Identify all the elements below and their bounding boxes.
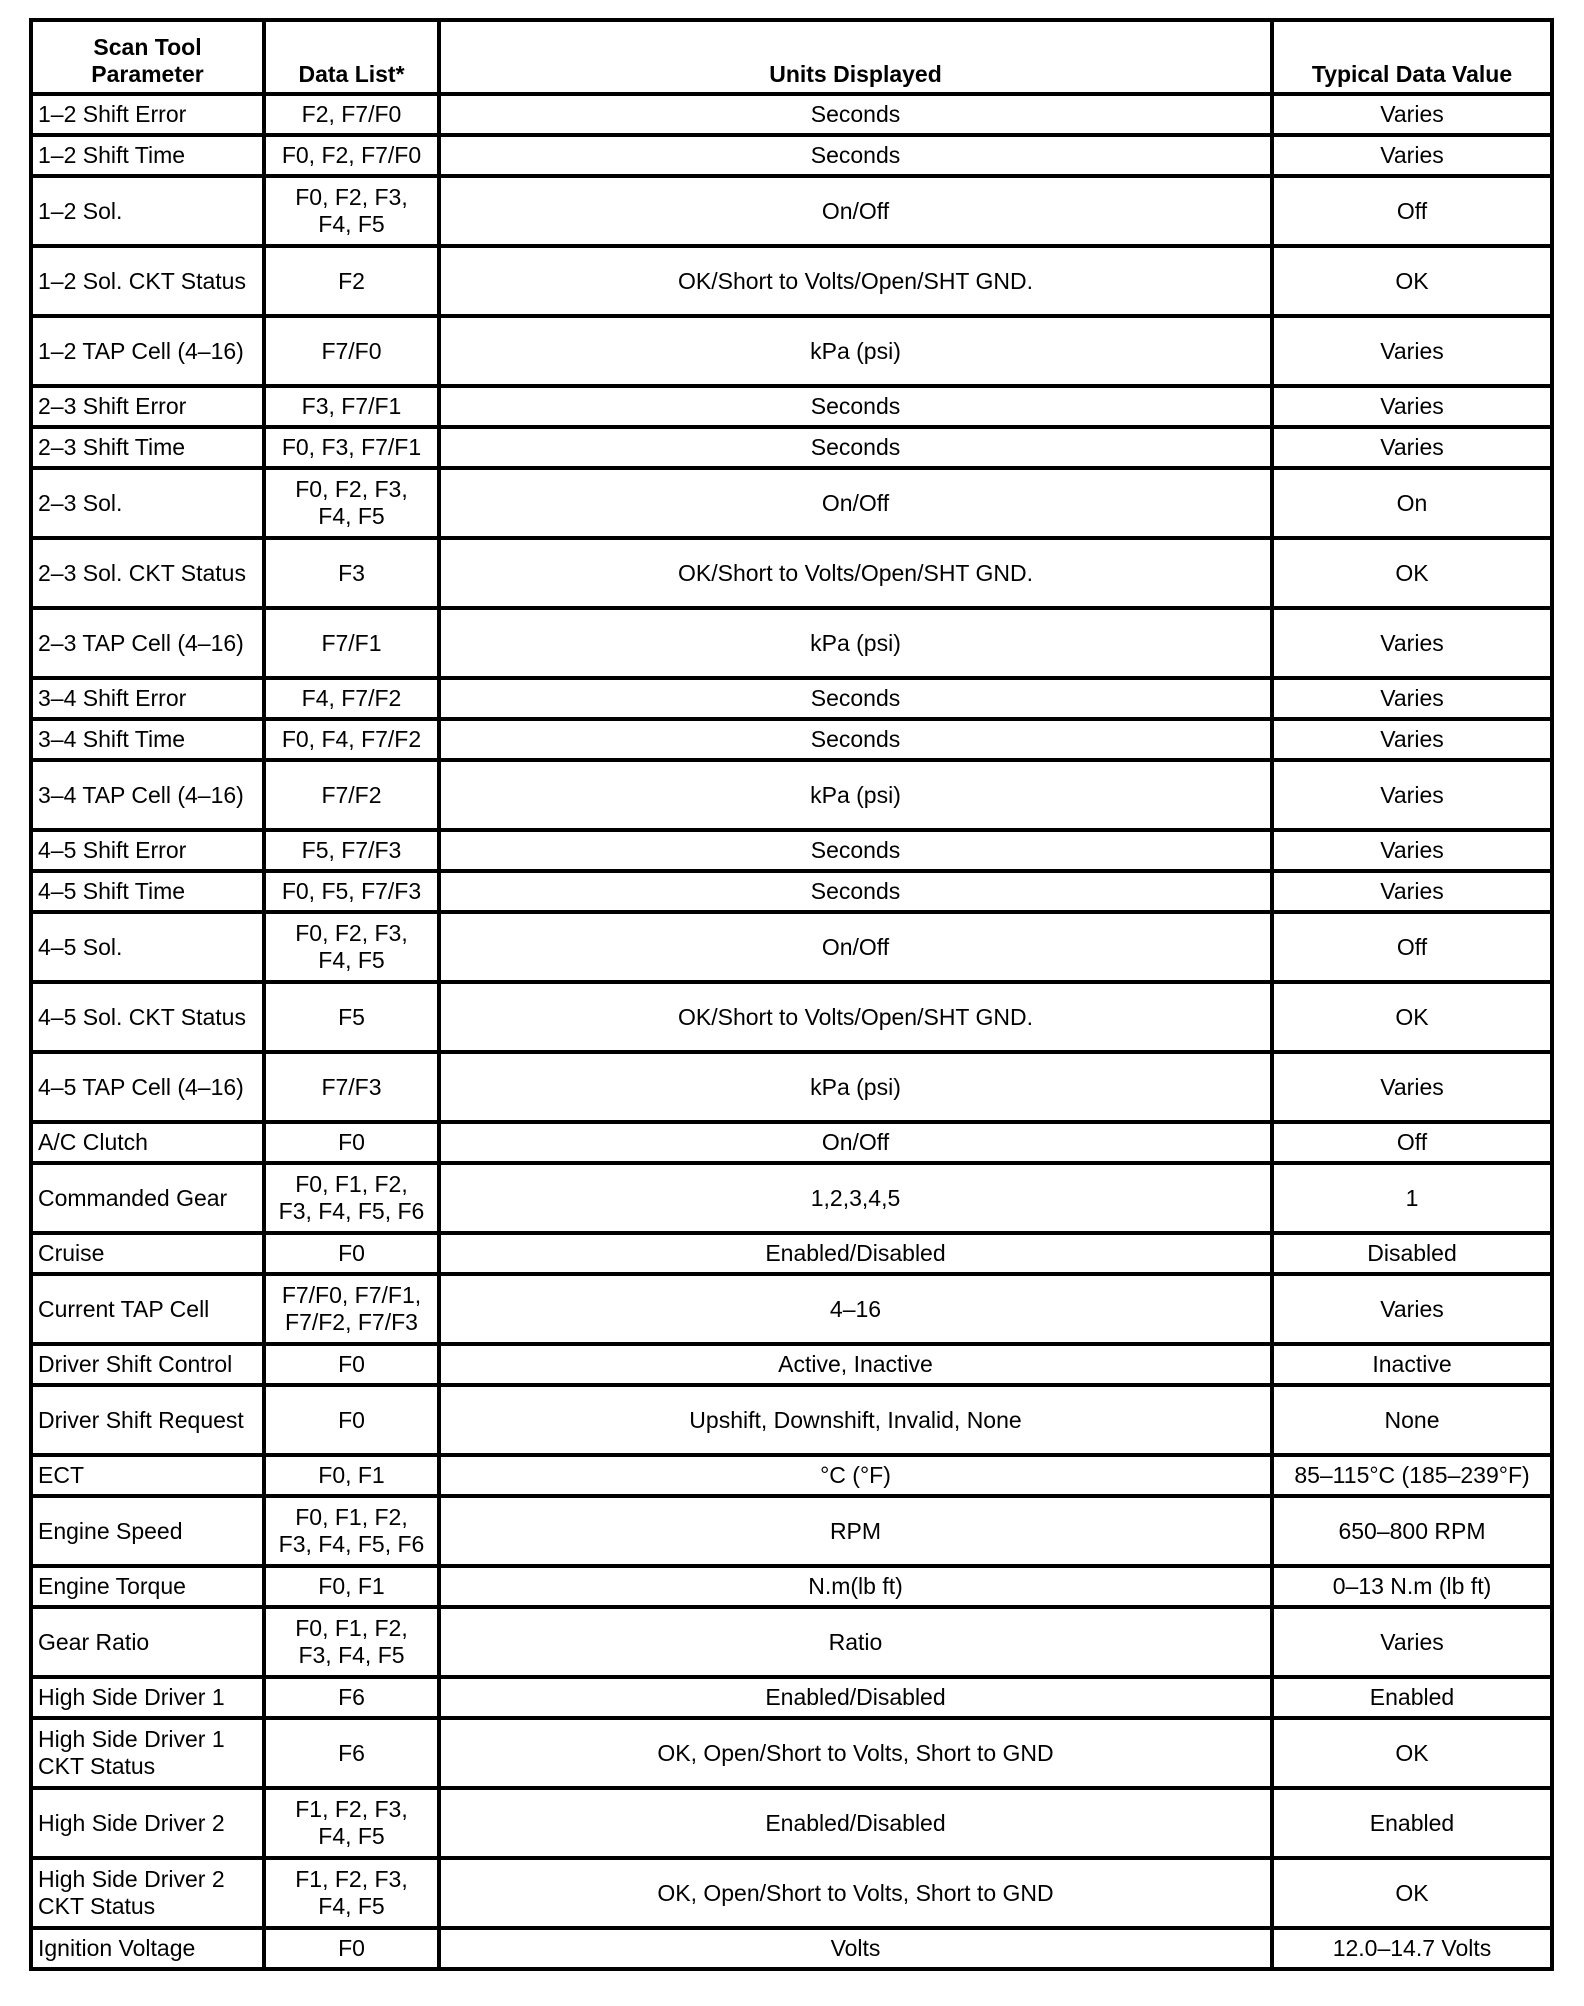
typical-value-cell: Varies (1272, 830, 1552, 871)
parameter-cell: 1–2 Shift Error (31, 94, 264, 135)
typical-value-cell: Varies (1272, 1274, 1552, 1344)
typical-value-cell: Disabled (1272, 1233, 1552, 1274)
table-row (31, 135, 1552, 176)
data-list-cell: F0, F3, F7/F1 (264, 427, 439, 468)
typical-value-cell: Varies (1272, 1052, 1552, 1122)
typical-value-cell: 0–13 N.m (lb ft) (1272, 1566, 1552, 1607)
typical-value-cell: 12.0–14.7 Volts (1272, 1928, 1552, 1969)
data-list-cell: F2 (264, 246, 439, 316)
table-row (31, 1455, 1552, 1496)
units-cell: On/Off (439, 912, 1272, 982)
parameter-cell: 3–4 Shift Error (31, 678, 264, 719)
typical-value-cell: Varies (1272, 608, 1552, 678)
units-cell: OK, Open/Short to Volts, Short to GND (439, 1718, 1272, 1788)
data-list-cell: F0, F1, F2, F3, F4, F5, F6 (264, 1496, 439, 1566)
units-cell: OK/Short to Volts/Open/SHT GND. (439, 982, 1272, 1052)
header-units-displayed: Units Displayed (439, 20, 1272, 94)
parameter-cell: Gear Ratio (31, 1607, 264, 1677)
typical-value-cell: OK (1272, 982, 1552, 1052)
units-cell: Enabled/Disabled (439, 1233, 1272, 1274)
parameter-cell: 4–5 Shift Time (31, 871, 264, 912)
table-row (31, 1163, 1552, 1233)
units-cell: Seconds (439, 830, 1272, 871)
parameter-cell: 2–3 Sol. (31, 468, 264, 538)
data-list-cell: F3, F7/F1 (264, 386, 439, 427)
typical-value-cell: OK (1272, 538, 1552, 608)
table-row (31, 1233, 1552, 1274)
units-cell: kPa (psi) (439, 608, 1272, 678)
table-row (31, 608, 1552, 678)
table-row (31, 1122, 1552, 1163)
data-list-cell: F0, F1, F2, F3, F4, F5 (264, 1607, 439, 1677)
typical-value-cell: 85–115°C (185–239°F) (1272, 1455, 1552, 1496)
typical-value-cell: Enabled (1272, 1677, 1552, 1718)
units-cell: Enabled/Disabled (439, 1788, 1272, 1858)
data-list-cell: F7/F3 (264, 1052, 439, 1122)
data-list-cell: F0 (264, 1928, 439, 1969)
parameter-cell: 1–2 Sol. (31, 176, 264, 246)
parameter-cell: High Side Driver 1 (31, 1677, 264, 1718)
units-cell: kPa (psi) (439, 1052, 1272, 1122)
data-list-cell: F4, F7/F2 (264, 678, 439, 719)
units-cell: kPa (psi) (439, 316, 1272, 386)
typical-value-cell: Off (1272, 176, 1552, 246)
data-list-cell: F7/F1 (264, 608, 439, 678)
data-list-cell: F5 (264, 982, 439, 1052)
units-cell: OK/Short to Volts/Open/SHT GND. (439, 538, 1272, 608)
units-cell: OK, Open/Short to Volts, Short to GND (439, 1858, 1272, 1928)
data-list-cell: F0, F1, F2, F3, F4, F5, F6 (264, 1163, 439, 1233)
data-list-cell: F0, F1 (264, 1455, 439, 1496)
units-cell: kPa (psi) (439, 760, 1272, 830)
typical-value-cell: Varies (1272, 760, 1552, 830)
typical-value-cell: Varies (1272, 316, 1552, 386)
table-row (31, 1858, 1552, 1928)
table-row (31, 386, 1552, 427)
table-row (31, 912, 1552, 982)
data-list-cell: F0, F2, F3, F4, F5 (264, 468, 439, 538)
data-list-cell: F3 (264, 538, 439, 608)
data-list-cell: F0, F4, F7/F2 (264, 719, 439, 760)
typical-value-cell: Varies (1272, 427, 1552, 468)
parameter-cell: 2–3 Shift Time (31, 427, 264, 468)
units-cell: Seconds (439, 427, 1272, 468)
units-cell: Enabled/Disabled (439, 1677, 1272, 1718)
table-row (31, 760, 1552, 830)
table-row (31, 1566, 1552, 1607)
header-typical-data-value: Typical Data Value (1272, 20, 1552, 94)
units-cell: 4–16 (439, 1274, 1272, 1344)
table-row (31, 176, 1552, 246)
table-row (31, 678, 1552, 719)
parameter-cell: ECT (31, 1455, 264, 1496)
units-cell: On/Off (439, 468, 1272, 538)
units-cell: On/Off (439, 176, 1272, 246)
table-row (31, 538, 1552, 608)
parameter-cell: A/C Clutch (31, 1122, 264, 1163)
table-row (31, 871, 1552, 912)
parameter-cell: 4–5 Shift Error (31, 830, 264, 871)
typical-value-cell: Varies (1272, 871, 1552, 912)
parameter-cell: 2–3 TAP Cell (4–16) (31, 608, 264, 678)
data-list-cell: F0, F2, F7/F0 (264, 135, 439, 176)
typical-value-cell: Off (1272, 912, 1552, 982)
table-body (31, 94, 1552, 1969)
typical-value-cell: OK (1272, 246, 1552, 316)
table-row (31, 1607, 1552, 1677)
data-list-cell: F0 (264, 1122, 439, 1163)
units-cell: Seconds (439, 719, 1272, 760)
units-cell: Upshift, Downshift, Invalid, None (439, 1385, 1272, 1455)
data-list-cell: F7/F0 (264, 316, 439, 386)
data-list-cell: F5, F7/F3 (264, 830, 439, 871)
parameter-cell: High Side Driver 1 CKT Status (31, 1718, 264, 1788)
table-row (31, 94, 1552, 135)
parameter-cell: 3–4 TAP Cell (4–16) (31, 760, 264, 830)
units-cell: 1,2,3,4,5 (439, 1163, 1272, 1233)
parameter-cell: 2–3 Sol. CKT Status (31, 538, 264, 608)
units-cell: Seconds (439, 135, 1272, 176)
parameter-cell: 4–5 TAP Cell (4–16) (31, 1052, 264, 1122)
parameter-cell: Driver Shift Request (31, 1385, 264, 1455)
units-cell: Seconds (439, 94, 1272, 135)
table-row (31, 719, 1552, 760)
units-cell: Volts (439, 1928, 1272, 1969)
typical-value-cell: OK (1272, 1718, 1552, 1788)
parameter-cell: Cruise (31, 1233, 264, 1274)
parameter-cell: Engine Speed (31, 1496, 264, 1566)
parameter-cell: 4–5 Sol. (31, 912, 264, 982)
parameter-cell: 1–2 TAP Cell (4–16) (31, 316, 264, 386)
data-list-cell: F7/F0, F7/F1, F7/F2, F7/F3 (264, 1274, 439, 1344)
table-row (31, 1385, 1552, 1455)
typical-value-cell: Inactive (1272, 1344, 1552, 1385)
parameter-cell: Engine Torque (31, 1566, 264, 1607)
typical-value-cell: 650–800 RPM (1272, 1496, 1552, 1566)
typical-value-cell: Varies (1272, 1607, 1552, 1677)
parameter-cell: High Side Driver 2 (31, 1788, 264, 1858)
header-scan-tool-parameter: Scan Tool Parameter (31, 20, 264, 94)
data-list-cell: F0, F5, F7/F3 (264, 871, 439, 912)
typical-value-cell: Enabled (1272, 1788, 1552, 1858)
parameter-cell: 4–5 Sol. CKT Status (31, 982, 264, 1052)
table-row (31, 1344, 1552, 1385)
typical-value-cell: 1 (1272, 1163, 1552, 1233)
parameter-cell: 1–2 Shift Time (31, 135, 264, 176)
table-row (31, 1677, 1552, 1718)
typical-value-cell: Varies (1272, 135, 1552, 176)
data-list-cell: F0, F2, F3, F4, F5 (264, 176, 439, 246)
typical-value-cell: Varies (1272, 678, 1552, 719)
typical-value-cell: None (1272, 1385, 1552, 1455)
units-cell: RPM (439, 1496, 1272, 1566)
data-list-cell: F0 (264, 1233, 439, 1274)
table-row (31, 830, 1552, 871)
typical-value-cell: Varies (1272, 386, 1552, 427)
units-cell: N.m(lb ft) (439, 1566, 1272, 1607)
data-list-cell: F6 (264, 1718, 439, 1788)
data-list-cell: F6 (264, 1677, 439, 1718)
data-list-cell: F0 (264, 1385, 439, 1455)
data-list-cell: F0 (264, 1344, 439, 1385)
parameter-cell: 1–2 Sol. CKT Status (31, 246, 264, 316)
data-list-cell: F1, F2, F3, F4, F5 (264, 1788, 439, 1858)
units-cell: Active, Inactive (439, 1344, 1272, 1385)
typical-value-cell: On (1272, 468, 1552, 538)
table-row (31, 1496, 1552, 1566)
parameter-cell: Ignition Voltage (31, 1928, 264, 1969)
data-list-cell: F1, F2, F3, F4, F5 (264, 1858, 439, 1928)
table-row (31, 1274, 1552, 1344)
table-row (31, 982, 1552, 1052)
data-list-cell: F7/F2 (264, 760, 439, 830)
typical-value-cell: Varies (1272, 94, 1552, 135)
table-row (31, 468, 1552, 538)
parameter-cell: 3–4 Shift Time (31, 719, 264, 760)
parameter-cell: Driver Shift Control (31, 1344, 264, 1385)
scan-tool-data-table (29, 18, 1554, 1971)
table-row (31, 427, 1552, 468)
typical-value-cell: Varies (1272, 719, 1552, 760)
units-cell: On/Off (439, 1122, 1272, 1163)
units-cell: Seconds (439, 678, 1272, 719)
typical-value-cell: OK (1272, 1858, 1552, 1928)
table-row (31, 246, 1552, 316)
table-row (31, 1052, 1552, 1122)
data-list-cell: F2, F7/F0 (264, 94, 439, 135)
parameter-cell: High Side Driver 2 CKT Status (31, 1858, 264, 1928)
table-row (31, 316, 1552, 386)
typical-value-cell: Off (1272, 1122, 1552, 1163)
units-cell: Ratio (439, 1607, 1272, 1677)
table-row (31, 1928, 1552, 1969)
header-row (31, 20, 1552, 94)
table-row (31, 1718, 1552, 1788)
table-row (31, 1788, 1552, 1858)
data-list-cell: F0, F1 (264, 1566, 439, 1607)
data-list-cell: F0, F2, F3, F4, F5 (264, 912, 439, 982)
units-cell: OK/Short to Volts/Open/SHT GND. (439, 246, 1272, 316)
header-data-list: Data List* (264, 20, 439, 94)
units-cell: °C (°F) (439, 1455, 1272, 1496)
parameter-cell: 2–3 Shift Error (31, 386, 264, 427)
units-cell: Seconds (439, 386, 1272, 427)
parameter-cell: Commanded Gear (31, 1163, 264, 1233)
parameter-cell: Current TAP Cell (31, 1274, 264, 1344)
units-cell: Seconds (439, 871, 1272, 912)
